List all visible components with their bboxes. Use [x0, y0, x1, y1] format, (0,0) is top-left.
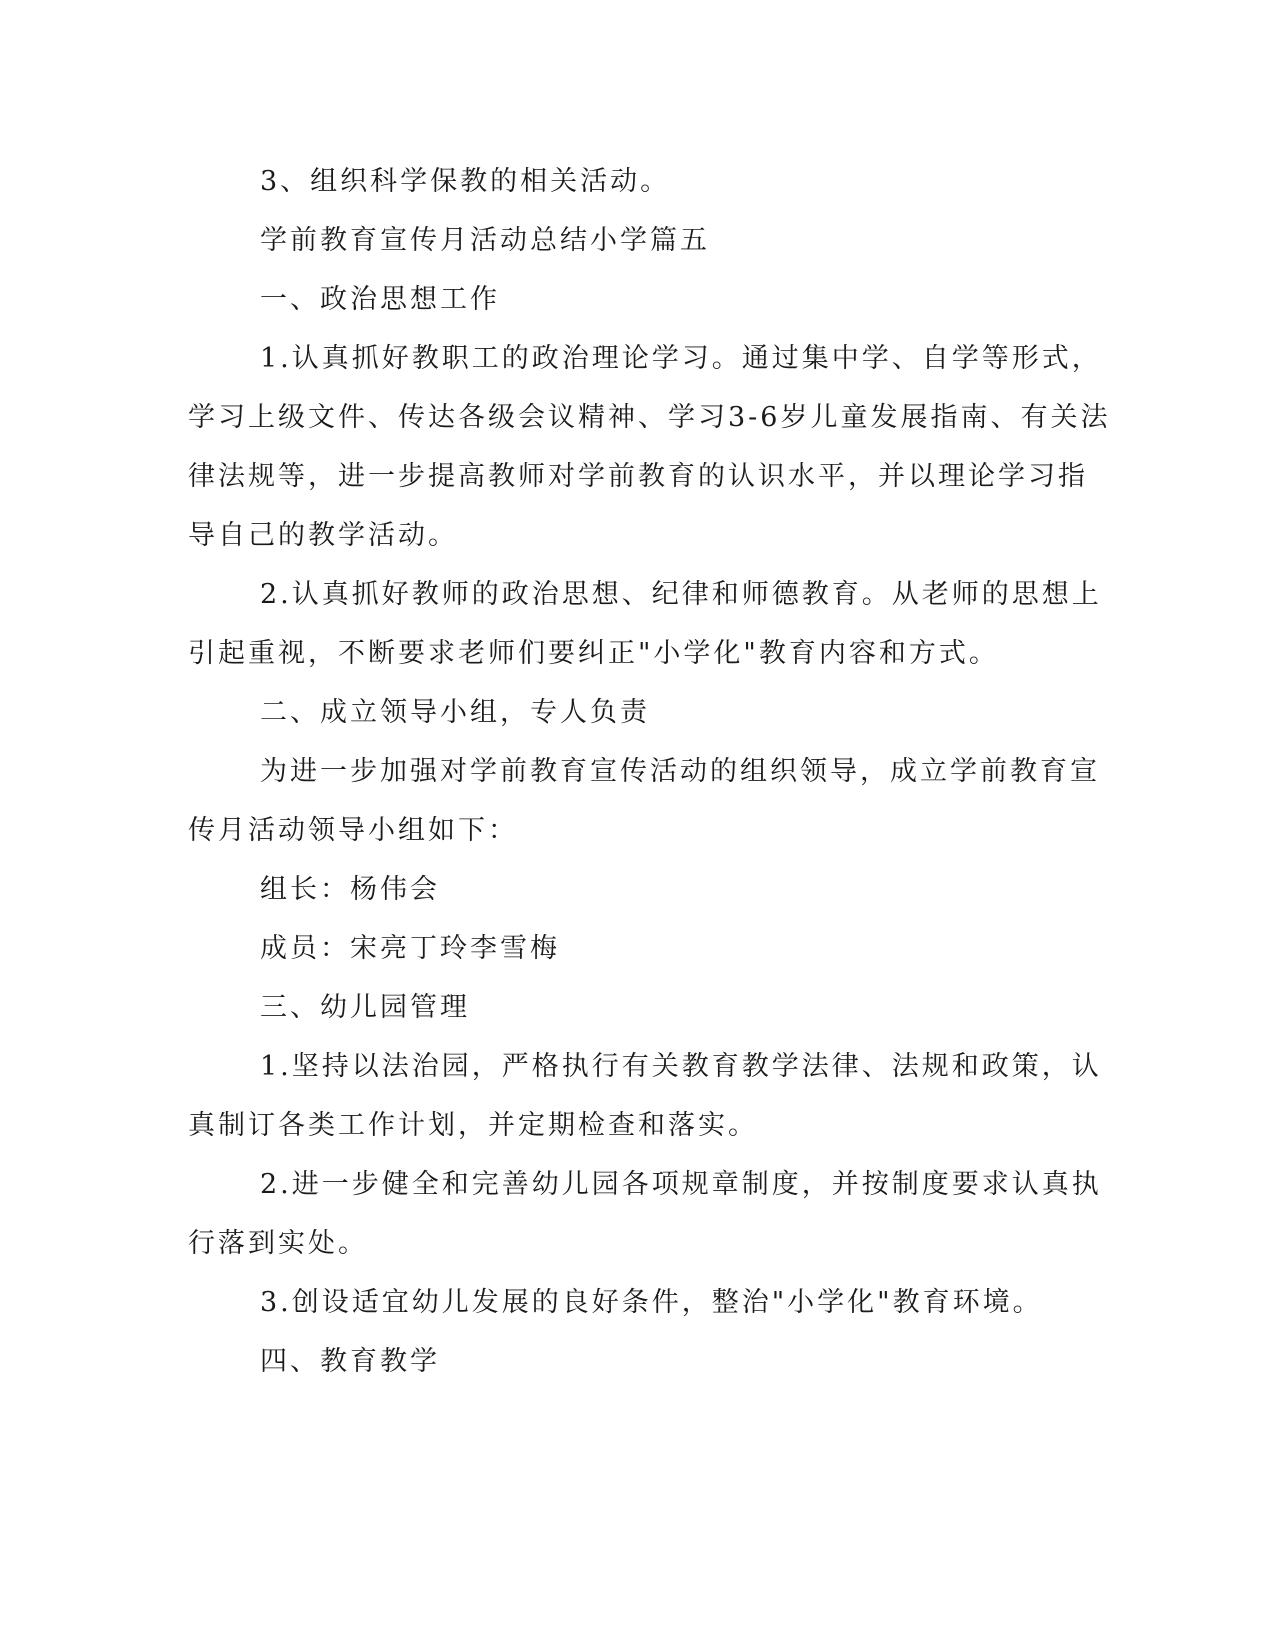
- text-line: 行落到实处。: [188, 1228, 368, 1259]
- text-line: 2.进一步健全和完善幼儿园各项规章制度，并按制度要求认真执: [260, 1169, 1102, 1200]
- text-line: 3、组织科学保教的相关活动。: [260, 166, 671, 197]
- text-line: 传月活动领导小组如下：: [188, 815, 518, 846]
- text-line: 2.认真抓好教师的政治思想、纪律和师德教育。从老师的思想上: [260, 579, 1102, 610]
- text-line: 律法规等，进一步提高教师对学前教育的认识水平，并以理论学习指: [188, 461, 1088, 492]
- text-line: 为进一步加强对学前教育宣传活动的组织领导，成立学前教育宣: [260, 756, 1100, 787]
- text-line: 组长：杨伟会: [260, 874, 440, 905]
- text-line: 成员：宋亮丁玲李雪梅: [260, 933, 560, 964]
- text-line: 引起重视，不断要求老师们要纠正"小学化"教育内容和方式。: [188, 638, 999, 669]
- text-line: 真制订各类工作计划，并定期检查和落实。: [188, 1110, 758, 1141]
- text-line: 一、政治思想工作: [260, 284, 500, 315]
- text-line: 1.坚持以法治园，严格执行有关教育教学法律、法规和政策，认: [260, 1051, 1102, 1082]
- text-line: 二、成立领导小组，专人负责: [260, 697, 650, 728]
- text-line: 学前教育宣传月活动总结小学篇五: [260, 225, 710, 256]
- text-line: 导自己的教学活动。: [188, 520, 458, 551]
- text-line: 1.认真抓好教职工的政治理论学习。通过集中学、自学等形式，: [260, 343, 1102, 374]
- text-line: 3.创设适宜幼儿发展的良好条件，整治"小学化"教育环境。: [260, 1287, 1043, 1318]
- text-line: 四、教育教学: [260, 1346, 440, 1377]
- text-line: 学习上级文件、传达各级会议精神、学习3-6岁儿童发展指南、有关法: [188, 402, 1111, 433]
- text-line: 三、幼儿园管理: [260, 992, 470, 1023]
